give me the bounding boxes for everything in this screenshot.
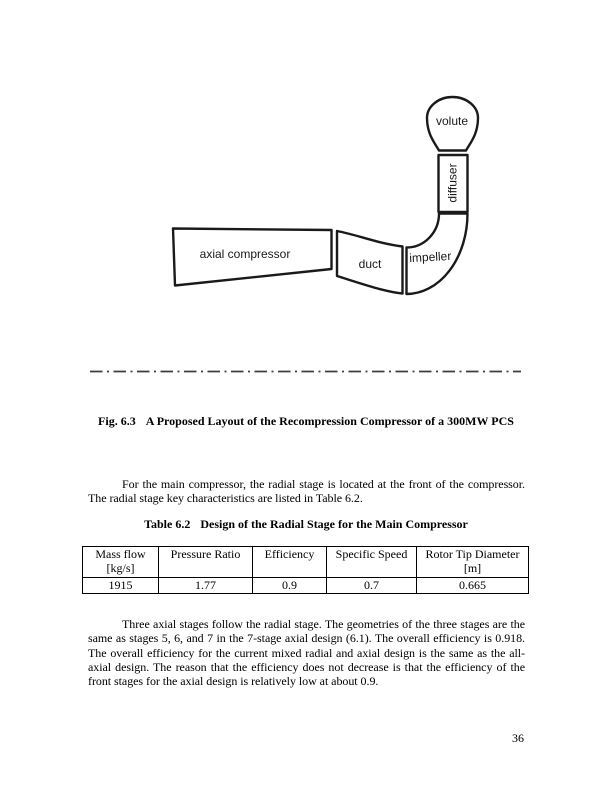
- table-header-cell: [253, 547, 327, 578]
- table-caption-label: Table 6.2: [144, 517, 191, 531]
- table-header-cell: [159, 547, 253, 578]
- paragraph-axial-stages: Three axial stages follow the radial stage. The geometries of the three stages are the same as stages 5, 6, and 7 in the 7-stage axial design (6.1). The overall efficiency is 0.918. The overall efficiency for the current mixed radial and axial design is the same as the all-axial design. The reason that the efficiency does not decrease is that the efficiency of the front stages for the axial design is relatively low at about 0.9.: [88, 617, 525, 689]
- page-number: 36: [512, 731, 524, 745]
- column-header: Pressure Ratio: [170, 547, 241, 561]
- table-value-row: [83, 578, 529, 594]
- column-header: Efficiency: [264, 547, 315, 561]
- radial-stage-table: [82, 546, 529, 594]
- column-unit: [m]: [463, 560, 482, 575]
- table-value-cell: 0.7: [327, 578, 417, 594]
- table-caption-text: Design of the Radial Stage for the Main Compressor: [200, 517, 468, 531]
- diffuser-label: diffuser: [445, 163, 460, 203]
- axial-compressor-label: axial compressor: [199, 247, 291, 261]
- table-caption: [88, 517, 524, 532]
- table-value-cell: 1915: [83, 578, 159, 594]
- compressor-layout-diagram: [85, 90, 525, 380]
- impeller-label: impeller: [408, 248, 452, 266]
- table-header-cell: [327, 547, 417, 578]
- table-header-cell: [83, 547, 159, 578]
- duct-label: duct: [358, 257, 382, 271]
- paragraph-main-compressor: For the main compressor, the radial stage is located at the front of the compressor. The radial stage key characteristics are listed in Table 6.2.: [88, 477, 525, 506]
- column-unit: [kg/s]: [106, 560, 135, 575]
- table-header-row: [83, 547, 529, 578]
- table-header-cell: [417, 547, 529, 578]
- table-value-cell: 0.665: [417, 578, 529, 594]
- column-header: Rotor Tip Diameter: [425, 547, 520, 561]
- column-header: Specific Speed: [335, 547, 408, 561]
- column-header: Mass flow: [95, 547, 146, 561]
- figure-caption-label: Fig. 6.3: [98, 414, 136, 428]
- volute-label: volute: [435, 114, 469, 128]
- figure-caption-text: A Proposed Layout of the Recompression Compressor of a 300MW PCS: [145, 414, 514, 428]
- table-value-cell: 0.9: [253, 578, 327, 594]
- figure-caption: [88, 414, 524, 429]
- table-value-cell: 1.77: [159, 578, 253, 594]
